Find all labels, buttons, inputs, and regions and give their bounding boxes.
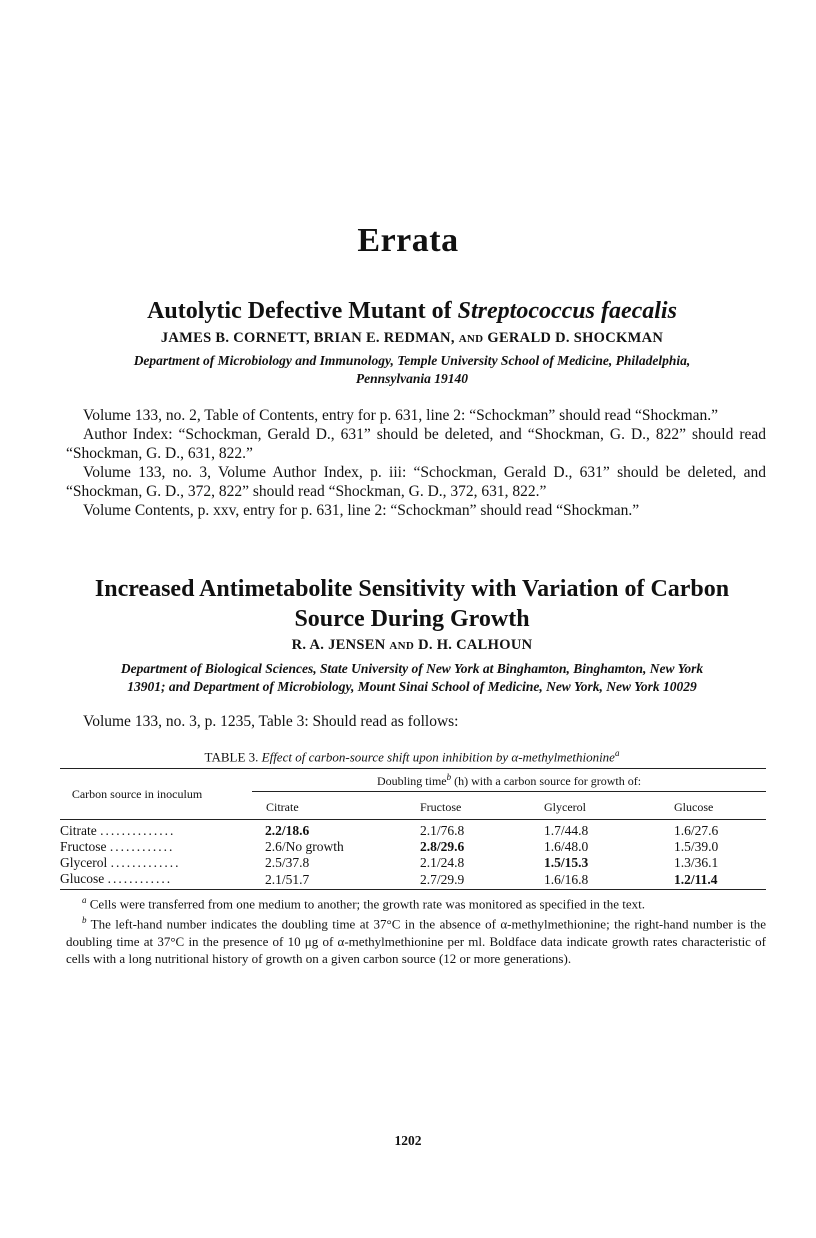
footnote-text: The left-hand number indicates the doubling time at 37°C in the absence of α-methylmethionine; the right-hand number is the doubling time at 37°C in the presence of 10 μg of α-methylmethionine per ml. Boldface data indicate growth rates characteristic of cells with a long nutritional history of growth on a given carbon source (12 or more generations).	[66, 916, 766, 966]
leader-dots: ............	[107, 871, 173, 886]
row-label-text: Fructose	[60, 839, 107, 854]
row-label-text: Glucose	[60, 871, 105, 886]
row-label	[60, 855, 214, 871]
article2-title-line2: Source During Growth	[294, 606, 530, 632]
leader-dots: ..............	[100, 823, 176, 838]
spanner-header-footnote-mark: b	[446, 772, 452, 782]
table-footnotes	[66, 892, 766, 967]
article1-authors-a: JAMES B. CORNETT, BRIAN E. REDMAN,	[160, 330, 455, 346]
article2-correction	[66, 712, 766, 731]
leader-dots: ............	[109, 839, 175, 854]
article2-authors-b: D. H. CALHOUN	[418, 637, 533, 653]
article2-affiliation-line1: Department of Biological Sciences, State University of New York at Binghamton, Binghamton, New York	[120, 661, 704, 676]
article1-authors-and: AND	[458, 333, 484, 345]
footnote-b	[66, 912, 766, 966]
column-header-fructose: Fructose	[420, 800, 462, 814]
footnote-mark: b	[82, 915, 87, 926]
correction-paragraph: Author Index: “Schockman, Gerald D., 631” should be deleted, and “Shockman, G. D., 822” should read “Shockman, G. D., 631, 822.”	[66, 426, 766, 462]
table-cell: 2.5/37.8	[265, 855, 310, 870]
correction-paragraph: Volume 133, no. 2, Table of Contents, entry for p. 631, line 2: “Schockman” should read “Shockman.”	[83, 407, 719, 424]
spanner-header	[252, 769, 766, 792]
article2-authors-a: R. A. JENSEN	[291, 637, 386, 653]
table-row	[60, 855, 766, 871]
table-caption-text: Effect of carbon-source shift upon inhibition by α-methylmethionine	[261, 749, 615, 765]
table-cell: 1.7/44.8	[544, 823, 589, 838]
table-row	[60, 820, 766, 840]
article1-corrections	[66, 406, 766, 520]
article1-title	[60, 296, 764, 326]
leader-dots: .............	[110, 855, 181, 870]
column-header-citrate: Citrate	[266, 800, 299, 814]
table-row	[60, 871, 766, 890]
data-table	[60, 768, 766, 890]
footnote-mark: a	[82, 895, 87, 905]
article2-affiliation-line2: 13901; and Department of Microbiology, Mount Sinai School of Medicine, New York, New York 10029	[127, 679, 697, 694]
table-cell: 1.6/16.8	[544, 872, 589, 887]
page-heading: Errata	[357, 222, 459, 259]
spanner-header-post: (h) with a carbon source for growth of:	[451, 774, 642, 788]
article1-authors	[60, 330, 764, 347]
article2-title-line1: Increased Antimetabolite Sensitivity with Variation of Carbon	[94, 576, 730, 602]
article2-authors-and: AND	[389, 640, 415, 652]
table-cell: 1.5/39.0	[674, 839, 719, 854]
row-label	[60, 871, 214, 890]
article2-authors	[60, 637, 764, 654]
column-header-glycerol: Glycerol	[544, 800, 586, 814]
table-cell: 1.6/27.6	[674, 823, 719, 838]
table-cell: 2.1/51.7	[265, 872, 310, 887]
table-cell: 2.8/29.6	[420, 839, 465, 854]
correction-paragraph: Volume 133, no. 3, p. 1235, Table 3: Should read as follows:	[83, 713, 459, 730]
row-label-text: Citrate	[60, 823, 97, 838]
footnote-a	[66, 892, 766, 912]
table-caption	[60, 748, 764, 765]
article1-affiliation-line2: Pennsylvania 19140	[355, 371, 469, 386]
table-cell: 2.1/24.8	[420, 855, 465, 870]
article2-affiliation	[70, 660, 754, 696]
article2-title	[60, 574, 764, 634]
table-cell: 1.6/48.0	[544, 839, 589, 854]
article1-affiliation-line1: Department of Microbiology and Immunology, Temple University School of Medicine, Philadelphia,	[133, 353, 691, 368]
stub-header: Carbon source in inoculum	[60, 769, 214, 820]
row-label	[60, 820, 214, 840]
column-header-glucose: Glucose	[674, 800, 714, 814]
table-cell: 2.1/76.8	[420, 823, 465, 838]
table-cell: 1.2/11.4	[674, 872, 718, 887]
article1-authors-b: GERALD D. SHOCKMAN	[487, 330, 664, 346]
correction-paragraph: Volume 133, no. 3, Volume Author Index, p. iii: “Schockman, Gerald D., 631” should be deleted, and “Shockman, G. D., 372, 822” should read “Shockman, G. D., 372, 631, 822.”	[66, 464, 766, 500]
table-caption-label: TABLE 3.	[204, 749, 259, 765]
table-cell: 2.2/18.6	[265, 823, 310, 838]
table-cell: 1.3/36.1	[674, 855, 719, 870]
table-caption-footnote-mark: a	[614, 748, 620, 758]
correction-paragraph: Volume Contents, p. xxv, entry for p. 631, line 2: “Schockman” should read “Shockman.”	[83, 502, 640, 519]
row-label-text: Glycerol	[60, 855, 108, 870]
footnote-text: Cells were transferred from one medium to another; the growth rate was monitored as specified in the text.	[86, 896, 645, 912]
page-number: 1202	[394, 1133, 422, 1148]
article1-title-plain: Autolytic Defective Mutant of	[147, 298, 458, 324]
table-cell: 2.7/29.9	[420, 872, 465, 887]
table-header-row	[60, 769, 766, 792]
article1-affiliation	[70, 352, 754, 388]
spanner-header-pre: Doubling time	[376, 774, 447, 788]
table-cell: 1.5/15.3	[544, 855, 589, 870]
table-row	[60, 839, 766, 855]
article1-title-italic: Streptococcus faecalis	[457, 298, 677, 324]
row-label	[60, 839, 214, 855]
table-cell: 2.6/No growth	[265, 839, 344, 854]
